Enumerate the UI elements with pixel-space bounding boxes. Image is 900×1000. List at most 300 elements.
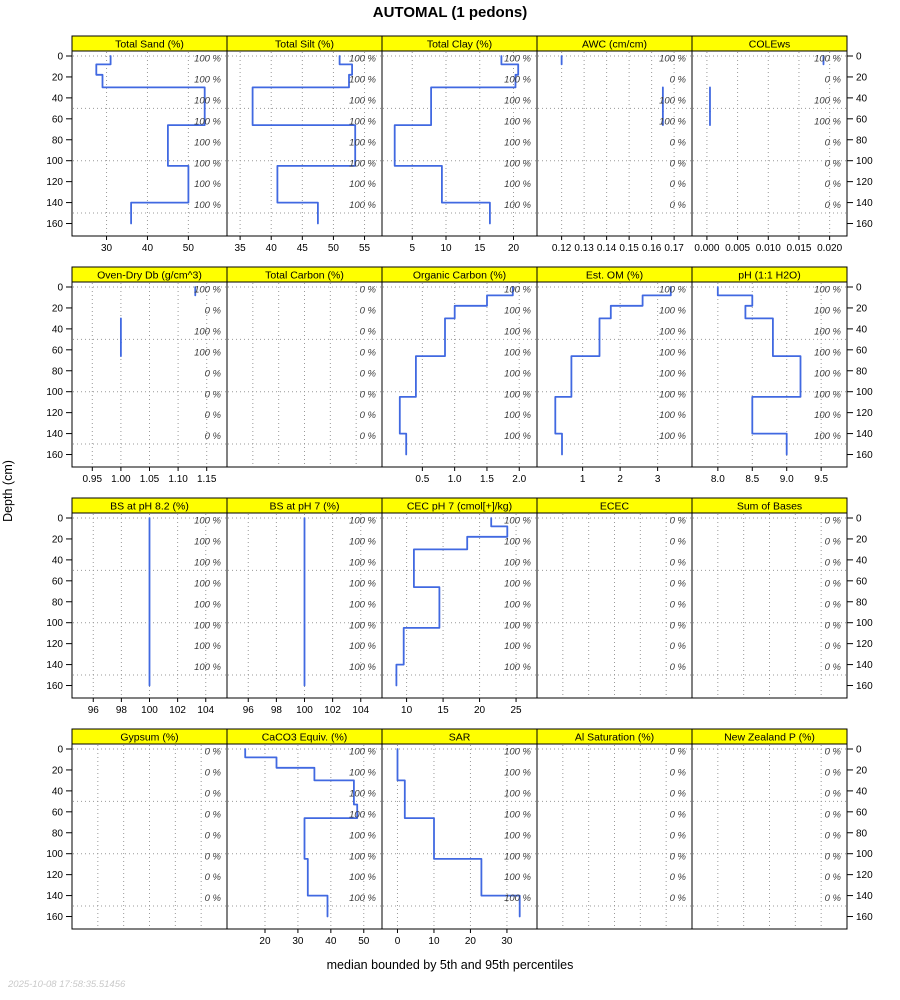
x-tick-label: 50: [182, 243, 194, 254]
pct-label: 100 %: [504, 599, 531, 611]
strip-title-new-zealand-p: New Zealand P (%): [724, 731, 815, 744]
x-tick-label: 40: [141, 243, 154, 254]
pct-label: 100 %: [814, 431, 841, 443]
pct-label: 100 %: [349, 74, 376, 86]
panel-total-carbon: [227, 267, 382, 467]
depth-tick-label: 20: [856, 72, 868, 84]
depth-tick-label: 100: [46, 849, 63, 861]
pct-label: 100 %: [504, 137, 531, 149]
pct-label: 100 %: [659, 116, 686, 128]
pct-label: 100 %: [194, 284, 221, 296]
panel-al-saturation: [537, 729, 692, 929]
pct-label: 100 %: [659, 431, 686, 443]
pct-label: 0 %: [669, 641, 686, 653]
depth-tick-label: 120: [46, 639, 63, 651]
pct-label: 100 %: [504, 893, 531, 905]
pct-label: 100 %: [504, 74, 531, 86]
pct-label: 0 %: [824, 746, 841, 758]
pct-label: 0 %: [669, 74, 686, 86]
depth-tick-label: 120: [856, 870, 873, 882]
x-tick-label: 30: [100, 243, 113, 254]
pct-label: 100 %: [504, 200, 531, 212]
x-tick-label: 25: [510, 705, 522, 716]
pct-label: 0 %: [204, 305, 221, 317]
x-tick-label: 30: [501, 936, 513, 947]
pct-label: 0 %: [824, 830, 841, 842]
depth-tick-label: 40: [51, 93, 63, 105]
x-tick-label: 9.0: [779, 474, 794, 485]
pct-label: 0 %: [669, 515, 686, 527]
strip-title-caco3-equiv: CaCO3 Equiv. (%): [261, 731, 348, 744]
strip-title-ecec: ECEC: [599, 500, 630, 513]
depth-tick-label: 160: [856, 681, 873, 693]
panel-total-sand: [72, 36, 227, 254]
pct-label: 100 %: [504, 788, 531, 800]
pct-label: 100 %: [349, 137, 376, 149]
pct-label: 0 %: [824, 200, 841, 212]
pct-label: 100 %: [814, 347, 841, 359]
x-tick-label: 10: [428, 936, 440, 947]
depth-tick-label: 160: [856, 450, 873, 462]
pct-label: 100 %: [194, 662, 221, 674]
pct-label: 0 %: [824, 893, 841, 905]
pct-label: 100 %: [504, 557, 531, 569]
x-tick-label: 0.005: [725, 243, 751, 254]
strip-title-sar: SAR: [448, 731, 471, 744]
depth-tick-label: 40: [856, 555, 868, 567]
pct-label: 0 %: [359, 389, 376, 401]
x-tick-label: 1.00: [111, 474, 131, 485]
pct-label: 0 %: [824, 578, 841, 590]
x-tick-label: 100: [141, 705, 158, 716]
x-tick-label: 9.5: [814, 474, 829, 485]
x-tick-label: 20: [474, 705, 486, 716]
depth-tick-label: 60: [856, 576, 868, 588]
depth-tick-label: 80: [51, 828, 63, 840]
pct-label: 100 %: [349, 578, 376, 590]
pct-label: 100 %: [504, 326, 531, 338]
x-tick-label: 10: [440, 243, 452, 254]
strip-title-total-carbon: Total Carbon (%): [265, 269, 344, 282]
pct-label: 0 %: [359, 368, 376, 380]
depth-tick-label: 140: [856, 660, 873, 672]
depth-tick-label: 120: [46, 408, 63, 420]
depth-tick-label: 40: [51, 555, 63, 567]
depth-tick-label: 40: [856, 324, 868, 336]
x-tick-label: 15: [474, 243, 486, 254]
pct-label: 100 %: [194, 599, 221, 611]
panel-est-om: [537, 267, 692, 485]
depth-tick-label: 20: [51, 303, 63, 315]
depth-tick-label: 100: [856, 156, 873, 168]
depth-tick-label: 100: [856, 387, 873, 399]
x-tick-label: 0.95: [82, 474, 103, 485]
depth-tick-label: 20: [51, 534, 63, 546]
pct-label: 100 %: [349, 893, 376, 905]
x-tick-label: 45: [296, 243, 308, 254]
depth-tick-label: 160: [46, 219, 63, 231]
pct-label: 0 %: [204, 851, 221, 863]
pct-label: 100 %: [504, 347, 531, 359]
depth-tick-label: 140: [856, 429, 873, 441]
depth-tick-label: 40: [51, 324, 63, 336]
x-tick-label: 0: [394, 936, 401, 947]
pct-label: 0 %: [359, 284, 376, 296]
depth-tick-label: 0: [856, 513, 862, 525]
depth-tick-label: 60: [51, 576, 63, 588]
depth-tick-label: 0: [856, 744, 862, 756]
pct-label: 100 %: [504, 746, 531, 758]
depth-tick-label: 20: [856, 765, 868, 777]
depth-tick-label: 160: [856, 912, 873, 924]
pct-label: 100 %: [194, 641, 221, 653]
x-tick-label: 20: [507, 243, 520, 254]
pct-label: 0 %: [824, 137, 841, 149]
pct-label: 100 %: [349, 179, 376, 191]
pct-label: 0 %: [669, 830, 686, 842]
depth-tick-label: 0: [856, 282, 862, 294]
depth-tick-label: 140: [856, 891, 873, 903]
x-tick-label: 1: [579, 474, 586, 485]
strip-title-ph-1-1-h2o: pH (1:1 H2O): [738, 269, 801, 282]
panel-organic-carbon: [382, 267, 537, 485]
pct-label: 0 %: [359, 410, 376, 422]
x-tick-label: 3: [654, 474, 661, 485]
pct-label: 100 %: [814, 53, 841, 65]
x-tick-label: 50: [327, 243, 339, 254]
pct-label: 100 %: [349, 536, 376, 548]
pct-label: 0 %: [669, 137, 686, 149]
pct-label: 100 %: [349, 662, 376, 674]
pct-label: 0 %: [669, 746, 686, 758]
strip-title-sum-of-bases: Sum of Bases: [736, 500, 803, 513]
panel-ecec: [537, 498, 692, 698]
pct-label: 0 %: [824, 872, 841, 884]
x-tick-label: 50: [358, 936, 370, 947]
depth-tick-label: 140: [856, 198, 873, 210]
x-tick-label: 98: [115, 705, 127, 716]
depth-tick-label: 20: [856, 303, 868, 315]
depth-tick-label: 160: [46, 450, 63, 462]
pct-label: 100 %: [814, 410, 841, 422]
pct-label: 100 %: [194, 179, 221, 191]
pct-label: 100 %: [349, 872, 376, 884]
pct-label: 100 %: [504, 536, 531, 548]
panel-awc-cm-cm: [537, 36, 692, 254]
pct-label: 100 %: [814, 284, 841, 296]
panel-bs-at-ph-7: [227, 498, 382, 716]
pct-label: 0 %: [824, 641, 841, 653]
depth-tick-label: 100: [46, 618, 63, 630]
x-tick-label: 0.000: [694, 243, 720, 254]
pct-label: 100 %: [194, 347, 221, 359]
pct-label: 0 %: [204, 767, 221, 779]
pct-label: 100 %: [659, 368, 686, 380]
panel-ph-1-1-h2o: [692, 267, 847, 485]
pct-label: 100 %: [349, 515, 376, 527]
strip-title-oven-dry-db-g-cm-3: Oven-Dry Db (g/cm^3): [97, 269, 202, 282]
pct-label: 0 %: [669, 200, 686, 212]
pct-label: 100 %: [349, 557, 376, 569]
depth-tick-label: 120: [856, 177, 873, 189]
pct-label: 100 %: [349, 767, 376, 779]
pct-label: 100 %: [349, 200, 376, 212]
depth-tick-label: 80: [856, 597, 868, 609]
pct-label: 100 %: [194, 53, 221, 65]
strip-title-total-silt: Total Silt (%): [275, 38, 334, 51]
pct-label: 0 %: [824, 788, 841, 800]
depth-tick-label: 120: [46, 870, 63, 882]
pct-label: 0 %: [204, 809, 221, 821]
depth-tick-label: 80: [856, 135, 868, 147]
pct-label: 100 %: [349, 158, 376, 170]
strip-title-organic-carbon: Organic Carbon (%): [412, 269, 507, 282]
pct-label: 100 %: [504, 830, 531, 842]
pct-label: 0 %: [204, 872, 221, 884]
pct-label: 0 %: [359, 431, 376, 443]
x-tick-label: 5: [409, 243, 416, 254]
pct-label: 100 %: [194, 116, 221, 128]
pct-label: 100 %: [659, 284, 686, 296]
depth-tick-label: 140: [46, 891, 63, 903]
pct-label: 100 %: [194, 536, 221, 548]
x-tick-label: 1.0: [447, 474, 462, 485]
x-tick-label: 2.0: [512, 474, 527, 485]
x-tick-label: 10: [401, 705, 413, 716]
x-tick-label: 30: [292, 936, 304, 947]
depth-tick-label: 40: [856, 786, 868, 798]
depth-tick-label: 60: [51, 807, 63, 819]
x-tick-label: 55: [358, 243, 371, 254]
pct-label: 100 %: [349, 851, 376, 863]
pct-label: 0 %: [669, 788, 686, 800]
pct-label: 0 %: [669, 158, 686, 170]
pct-label: 0 %: [824, 620, 841, 632]
panel-new-zealand-p: [692, 729, 847, 929]
pct-label: 100 %: [194, 158, 221, 170]
pct-label: 0 %: [824, 158, 841, 170]
x-tick-label: 102: [324, 705, 341, 716]
panel-colews: [692, 36, 847, 254]
x-tick-label: 35: [234, 243, 246, 254]
pct-label: 0 %: [824, 515, 841, 527]
x-tick-label: 15: [437, 705, 449, 716]
pct-label: 0 %: [669, 662, 686, 674]
pct-label: 0 %: [204, 431, 221, 443]
pct-label: 100 %: [504, 158, 531, 170]
depth-tick-label: 80: [51, 366, 63, 378]
pct-label: 100 %: [349, 599, 376, 611]
pct-label: 100 %: [814, 368, 841, 380]
depth-tick-label: 120: [856, 408, 873, 420]
strip-title-total-clay: Total Clay (%): [426, 38, 493, 51]
depth-tick-label: 0: [856, 51, 862, 63]
depth-tick-label: 80: [51, 135, 63, 147]
panel-sar: [382, 729, 537, 947]
pct-label: 100 %: [504, 116, 531, 128]
depth-tick-label: 20: [51, 765, 63, 777]
depth-tick-label: 140: [46, 429, 63, 441]
x-tick-label: 0.17: [664, 243, 684, 254]
panel-cec-ph-7-cmol-kg: [382, 498, 537, 716]
strip-title-gypsum: Gypsum (%): [120, 731, 179, 744]
pct-label: 0 %: [359, 305, 376, 317]
depth-tick-label: 100: [856, 618, 873, 630]
depth-tick-label: 160: [46, 681, 63, 693]
pct-label: 0 %: [824, 851, 841, 863]
pct-label: 100 %: [814, 116, 841, 128]
x-tick-label: 1.5: [479, 474, 494, 485]
x-tick-label: 40: [265, 243, 277, 254]
timestamp: 2025-10-08 17:58:35.51456: [8, 979, 126, 990]
pct-label: 100 %: [504, 872, 531, 884]
pct-label: 100 %: [504, 389, 531, 401]
depth-tick-label: 80: [856, 828, 868, 840]
pct-label: 100 %: [659, 326, 686, 338]
x-tick-label: 0.16: [641, 243, 662, 254]
depth-tick-label: 160: [856, 219, 873, 231]
panel-oven-dry-db-g-cm-3: [72, 267, 227, 485]
pct-label: 0 %: [669, 851, 686, 863]
depth-tick-label: 100: [856, 849, 873, 861]
x-tick-label: 0.15: [619, 243, 639, 254]
pct-label: 100 %: [349, 788, 376, 800]
depth-tick-label: 80: [856, 366, 868, 378]
strip-title-al-saturation: Al Saturation (%): [574, 731, 655, 744]
pct-label: 100 %: [504, 368, 531, 380]
pct-label: 0 %: [824, 74, 841, 86]
pct-label: 100 %: [814, 389, 841, 401]
depth-tick-label: 60: [856, 114, 868, 126]
pct-label: 0 %: [204, 389, 221, 401]
pct-label: 0 %: [669, 620, 686, 632]
depth-tick-label: 120: [46, 177, 63, 189]
x-tick-label: 98: [270, 705, 282, 716]
depth-tick-label: 140: [46, 198, 63, 210]
strip-title-bs-at-ph-7: BS at pH 7 (%): [269, 500, 340, 513]
pct-label: 100 %: [349, 809, 376, 821]
x-tick-label: 40: [325, 936, 337, 947]
pct-label: 100 %: [504, 851, 531, 863]
x-tick-label: 0.13: [574, 243, 594, 254]
x-tick-label: 1.15: [196, 474, 217, 485]
depth-tick-label: 0: [57, 513, 63, 525]
pct-label: 0 %: [204, 746, 221, 758]
pct-label: 100 %: [504, 95, 531, 107]
pct-label: 0 %: [669, 809, 686, 821]
x-tick-label: 102: [169, 705, 186, 716]
x-tick-label: 2: [617, 474, 623, 485]
strip-title-total-sand: Total Sand (%): [115, 38, 184, 51]
pct-label: 100 %: [194, 515, 221, 527]
pct-label: 100 %: [194, 95, 221, 107]
depth-tick-label: 60: [51, 114, 63, 126]
depth-tick-label: 40: [856, 93, 868, 105]
x-tick-label: 8.0: [710, 474, 725, 485]
pct-label: 100 %: [659, 389, 686, 401]
panel-gypsum: [72, 729, 227, 929]
depth-tick-label: 0: [57, 282, 63, 294]
strip-title-colews: COLEws: [748, 38, 791, 51]
pct-label: 0 %: [669, 893, 686, 905]
panel-bs-at-ph-8-2: [72, 498, 227, 716]
pct-label: 100 %: [504, 515, 531, 527]
pct-label: 0 %: [204, 893, 221, 905]
pct-label: 100 %: [659, 410, 686, 422]
pct-label: 100 %: [659, 305, 686, 317]
x-tick-label: 104: [352, 705, 370, 716]
pct-label: 0 %: [824, 767, 841, 779]
pct-label: 100 %: [659, 53, 686, 65]
pct-label: 100 %: [194, 137, 221, 149]
depth-tick-label: 40: [51, 786, 63, 798]
pct-label: 100 %: [659, 95, 686, 107]
pct-label: 100 %: [504, 809, 531, 821]
pct-label: 100 %: [349, 53, 376, 65]
pct-label: 0 %: [824, 557, 841, 569]
pct-label: 100 %: [504, 53, 531, 65]
x-tick-label: 0.14: [596, 243, 617, 254]
x-tick-label: 0.020: [817, 243, 843, 254]
pct-label: 100 %: [349, 116, 376, 128]
x-tick-label: 20: [259, 936, 271, 947]
depth-tick-label: 60: [51, 345, 63, 357]
pct-label: 100 %: [349, 746, 376, 758]
pct-label: 100 %: [504, 410, 531, 422]
panel-total-clay: [382, 36, 537, 254]
panel-total-silt: [227, 36, 382, 254]
pct-label: 0 %: [204, 410, 221, 422]
pct-label: 100 %: [504, 767, 531, 779]
caption: median bounded by 5th and 95th percentiles: [326, 958, 574, 972]
x-tick-label: 0.5: [415, 474, 430, 485]
pct-label: 0 %: [669, 578, 686, 590]
pct-label: 100 %: [504, 305, 531, 317]
pct-label: 0 %: [824, 179, 841, 191]
pct-label: 0 %: [669, 872, 686, 884]
x-tick-label: 96: [242, 705, 254, 716]
pct-label: 0 %: [204, 830, 221, 842]
pct-label: 100 %: [814, 326, 841, 338]
pct-label: 0 %: [824, 599, 841, 611]
depth-tick-label: 60: [856, 807, 868, 819]
depth-tick-label: 140: [46, 660, 63, 672]
strip-title-awc-cm-cm: AWC (cm/cm): [582, 38, 647, 51]
x-tick-label: 1.05: [139, 474, 160, 485]
pct-label: 100 %: [194, 326, 221, 338]
pct-label: 0 %: [669, 767, 686, 779]
pct-label: 0 %: [824, 536, 841, 548]
pct-label: 0 %: [359, 326, 376, 338]
depth-tick-label: 0: [57, 51, 63, 63]
x-tick-label: 0.010: [755, 243, 781, 254]
pct-label: 100 %: [194, 578, 221, 590]
depth-tick-label: 100: [46, 156, 63, 168]
pct-label: 100 %: [194, 620, 221, 632]
x-tick-label: 0.12: [551, 243, 572, 254]
pct-label: 100 %: [194, 200, 221, 212]
depth-tick-label: 0: [57, 744, 63, 756]
depth-tick-label: 20: [51, 72, 63, 84]
pct-label: 100 %: [349, 620, 376, 632]
depth-tick-label: 60: [856, 345, 868, 357]
pct-label: 100 %: [194, 74, 221, 86]
pct-label: 100 %: [504, 662, 531, 674]
pct-label: 100 %: [814, 95, 841, 107]
pct-label: 0 %: [824, 809, 841, 821]
panel-caco3-equiv: [227, 729, 382, 947]
strip-title-cec-ph-7-cmol-kg: CEC pH 7 (cmol[+]/kg): [406, 500, 513, 513]
